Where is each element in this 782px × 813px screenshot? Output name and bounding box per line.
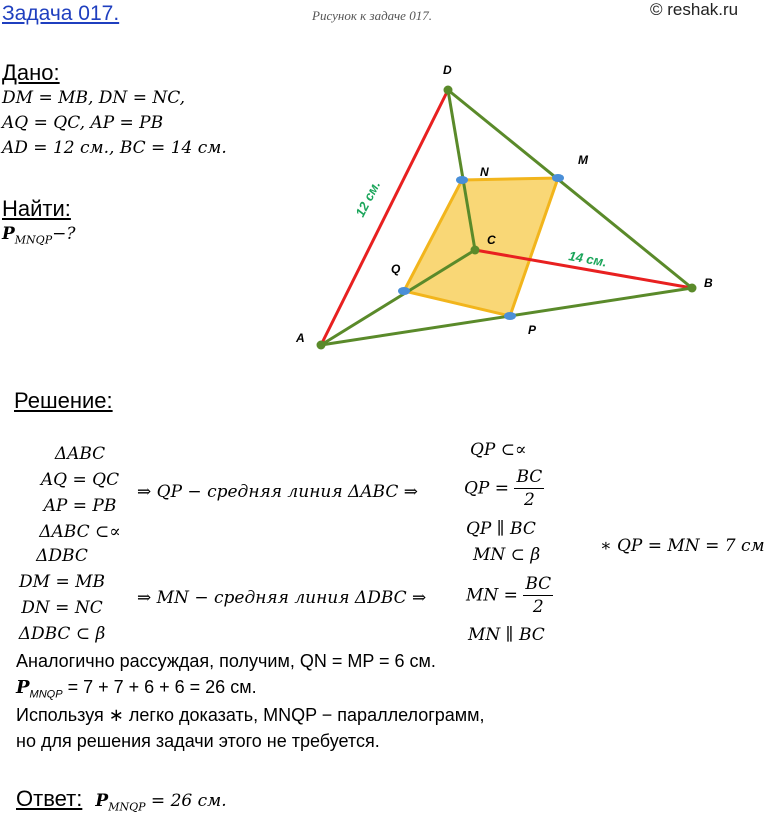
point-m xyxy=(552,174,564,182)
block2-cond-3: DN = NC xyxy=(21,598,103,618)
length-ad: 12 см. xyxy=(352,178,384,220)
length-bc: 14 см. xyxy=(567,248,609,270)
solution-line-4: но для решения задачи этого не требуется. xyxy=(16,731,380,751)
block1-cond-4: ΔABC ⊂∝ xyxy=(39,522,121,542)
star-note: ∗ QP = MN = 7 см xyxy=(600,536,765,556)
perimeter-sum: = 7 + 7 + 6 + 6 = 26 см. xyxy=(67,677,257,697)
find-title: Найти: xyxy=(2,196,71,221)
block2-result-bottom: MN ∥ BC xyxy=(468,625,545,645)
section-plane xyxy=(404,178,558,316)
solution-title: Решение: xyxy=(14,388,113,413)
label-d: D xyxy=(443,63,452,77)
block2-frac-num: BC xyxy=(525,574,552,594)
block2-arrow: ⇒ MN − средняя линия ΔDBC ⇒ xyxy=(137,588,427,608)
block1-frac xyxy=(514,466,544,511)
block1-fraction xyxy=(464,466,544,511)
answer-expression xyxy=(95,791,226,811)
block1-frac-left: QP = xyxy=(464,478,510,499)
p-subscript: MNQP xyxy=(29,688,63,701)
block2-result-top: MN ⊂ β xyxy=(473,545,541,565)
perimeter-subscript: MNQP xyxy=(14,233,53,247)
label-p: P xyxy=(528,323,537,337)
given-line-3: AD = 12 см., BC = 14 см. xyxy=(2,138,227,158)
block2-frac xyxy=(523,573,553,618)
block2-cond-1: ΔDBC xyxy=(36,546,88,566)
label-a: A xyxy=(296,331,305,345)
answer-value: = 26 см. xyxy=(145,791,227,811)
block2-fraction xyxy=(466,573,553,618)
block1-frac-num: BC xyxy=(516,467,543,487)
block2-frac-den: 2 xyxy=(532,597,544,617)
p-symbol: P xyxy=(16,677,30,698)
tetrahedron-figure xyxy=(0,0,782,400)
block1-result-top: QP ⊂∝ xyxy=(470,440,527,460)
label-b: B xyxy=(704,276,713,290)
vertex-b xyxy=(688,284,697,293)
solution-line-2 xyxy=(16,677,257,701)
block1-cond-2: AQ = QC xyxy=(40,470,120,490)
block2-frac-left: MN = xyxy=(466,585,518,606)
label-n: N xyxy=(480,165,489,179)
find-suffix: −? xyxy=(52,224,76,244)
label-q: Q xyxy=(391,262,401,276)
given-title: Дано: xyxy=(2,60,60,85)
label-m: M xyxy=(578,153,588,167)
block2-cond-2: DM = MB xyxy=(19,572,105,592)
task-link[interactable]: Задача 017. xyxy=(2,2,120,25)
given-line-2: AQ = QC, AP = PB xyxy=(2,113,164,133)
vertex-a xyxy=(317,341,326,350)
solution-line-1: Аналогично рассуждая, получим, QN = MP = 6 см. xyxy=(16,651,436,671)
block1-arrow: ⇒ QP − средняя линия ΔABC ⇒ xyxy=(137,482,419,502)
answer-line xyxy=(16,786,227,813)
point-n xyxy=(456,176,468,184)
answer-title: Ответ: xyxy=(16,786,83,811)
point-q xyxy=(398,287,410,295)
figure-caption: Рисунок к задаче 017. xyxy=(312,8,432,23)
block2-cond-4: ΔDBC ⊂ β xyxy=(18,624,106,644)
copyright-text: © reshak.ru xyxy=(650,0,739,19)
answer-p-symbol: P xyxy=(95,791,109,811)
point-p xyxy=(504,312,516,320)
label-c: C xyxy=(487,233,496,247)
block1-frac-den: 2 xyxy=(523,490,535,510)
solution-line-3: Используя ∗ легко доказать, MNQP − параллелограмм, xyxy=(16,705,485,725)
answer-p-subscript: MNQP xyxy=(108,800,146,813)
given-line-1: DM = MB, DN = NC, xyxy=(2,88,186,108)
vertex-d xyxy=(444,86,453,95)
perimeter-symbol: P xyxy=(2,224,15,244)
block1-cond-3: AP = PB xyxy=(43,496,117,516)
block1-cond-1: ΔABC xyxy=(54,444,106,464)
block1-result-bottom: QP ∥ BC xyxy=(466,519,536,539)
vertex-c xyxy=(471,246,480,255)
